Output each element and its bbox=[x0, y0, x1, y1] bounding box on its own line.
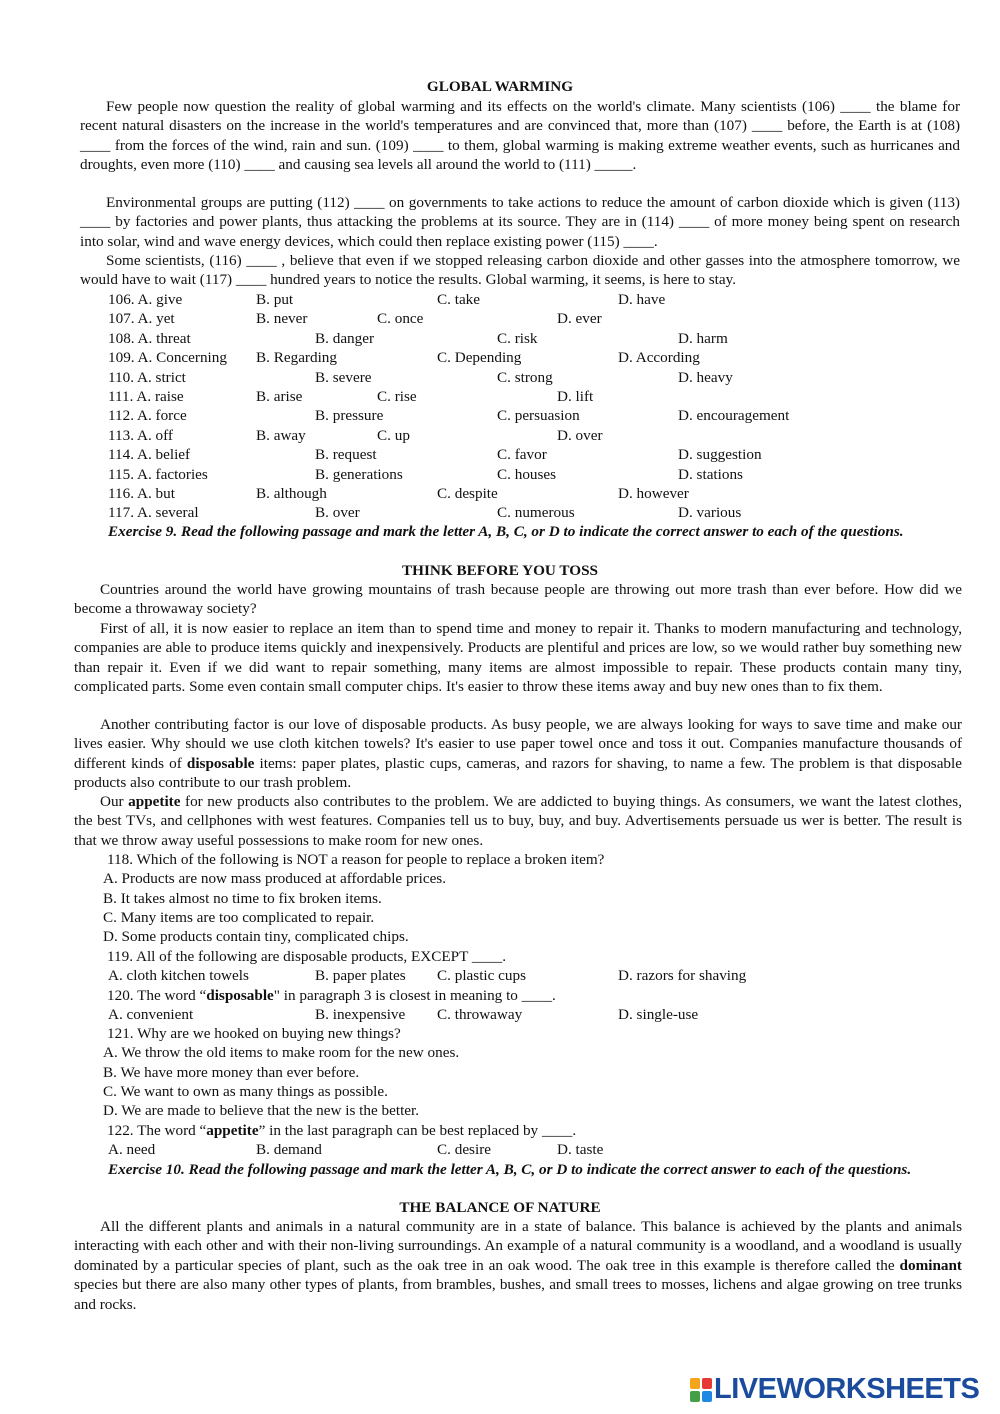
question-119-option-c[interactable]: C. plastic cups bbox=[437, 967, 527, 984]
exercise-9-paragraph-2: First of all, it is now easier to replace an item than to spend time and money to repair it. Thanks to modern manufacturing and technology, companies are able to produce items quickly and inexpensively. Products are plentiful and prices are low, so we would rather buy something new than repair it. Even if we did want to repair something, many items are almost impossible to repair. These products contain many tiny, complicated parts. Some even contain small computer chips. It's easier to throw these items away and buy new ones than to fix them. bbox=[74, 620, 962, 696]
question-row-112 bbox=[0, 406, 1000, 425]
question-row-109 bbox=[0, 348, 1000, 367]
question-120-option-a[interactable]: A. convenient bbox=[108, 1006, 194, 1023]
question-116-option-c[interactable]: C. despite bbox=[437, 485, 498, 502]
global-warming-paragraph-3: Some scientists, (116) ____ , believe that even if we stopped releasing carbon dioxide and other gasses into the atmosphere tomorrow, we would have to wait (117) ____ hundred years to notice the results. Global warming, it seems, is here to stay. bbox=[80, 252, 960, 289]
question-110-option-c[interactable]: C. strong bbox=[497, 368, 553, 386]
question-115-option-a[interactable]: 115. A. factories bbox=[108, 465, 208, 483]
logo-square-3 bbox=[690, 1391, 700, 1402]
logo-square-1 bbox=[690, 1378, 700, 1389]
question-112-option-a[interactable]: 112. A. force bbox=[108, 407, 187, 425]
exercise-9-title: THINK BEFORE YOU TOSS bbox=[402, 562, 598, 579]
question-122-option-c[interactable]: C. desire bbox=[437, 1141, 491, 1158]
exercise-10-title: THE BALANCE OF NATURE bbox=[399, 1199, 601, 1216]
question-117-option-c[interactable]: C. numerous bbox=[497, 504, 575, 522]
question-106-option-a[interactable]: 106. A. give bbox=[108, 291, 183, 308]
question-111-option-d[interactable]: D. lift bbox=[557, 388, 594, 405]
question-106-option-b[interactable]: B. put bbox=[256, 291, 294, 308]
question-120-option-b[interactable]: B. inexpensive bbox=[315, 1006, 406, 1023]
question-row-114 bbox=[0, 445, 1000, 464]
question-117-option-b[interactable]: B. over bbox=[315, 504, 360, 522]
question-116-option-d[interactable]: D. however bbox=[618, 485, 689, 502]
question-122: 122. The word “appetite” in the last paragraph can be best replaced by ____. bbox=[107, 1122, 577, 1139]
exercise-9-paragraph-3: Another contributing factor is our love of disposable products. As busy people, we are always looking for ways to save time and make our lives easier. Why should we use cloth kitchen towels? It's easier to use paper towel once and toss it out. Companies manufacture thousands of different kinds of disposable items: paper plates, plastic cups, cameras, and razors for shaving, to name a few. The problem is that disposable products also contribute to our trash problem. bbox=[74, 716, 962, 792]
question-107-option-a[interactable]: 107. A. yet bbox=[108, 310, 175, 328]
question-107-option-d[interactable]: D. ever bbox=[557, 310, 602, 328]
global-warming-title: GLOBAL WARMING bbox=[426, 78, 574, 95]
question-122-option-d[interactable]: D. taste bbox=[557, 1141, 604, 1158]
question-107-option-c[interactable]: C. once bbox=[377, 310, 424, 328]
question-111-option-c[interactable]: C. rise bbox=[377, 388, 417, 405]
question-119-option-b[interactable]: B. paper plates bbox=[315, 967, 406, 984]
question-121: 121. Why are we hooked on buying new things? bbox=[107, 1025, 401, 1042]
keyword-disposable: disposable bbox=[186, 754, 255, 772]
question-119: 119. All of the following are disposable products, EXCEPT ____. bbox=[107, 948, 507, 965]
question-108-option-d[interactable]: D. harm bbox=[678, 329, 728, 347]
question-row-116 bbox=[0, 484, 1000, 503]
question-110-option-d[interactable]: D. heavy bbox=[678, 368, 733, 386]
question-122-options bbox=[0, 1140, 1000, 1159]
exercise-10-instruction: Exercise 10. Read the following passage and mark the letter A, B, C, or D to indicate the correct answer to each of the questions. bbox=[108, 1161, 912, 1178]
question-118: 118. Which of the following is NOT a reason for people to replace a broken item? bbox=[107, 851, 605, 868]
question-115-option-c[interactable]: C. houses bbox=[497, 465, 557, 483]
question-119-option-a[interactable]: A. cloth kitchen towels bbox=[108, 967, 249, 984]
question-121-option-d[interactable]: D. We are made to believe that the new is the better. bbox=[103, 1102, 420, 1119]
keyword-dominant: dominant bbox=[899, 1256, 962, 1274]
question-109-option-b[interactable]: B. Regarding bbox=[256, 349, 337, 367]
question-row-107 bbox=[0, 309, 1000, 328]
logo-square-4 bbox=[702, 1391, 712, 1402]
question-row-110 bbox=[0, 368, 1000, 387]
question-121-option-c[interactable]: C. We want to own as many things as possible. bbox=[103, 1083, 388, 1100]
question-109-option-a[interactable]: 109. A. Concerning bbox=[108, 349, 227, 367]
question-115-option-d[interactable]: D. stations bbox=[678, 465, 743, 483]
question-114-option-c[interactable]: C. favor bbox=[497, 446, 547, 464]
question-121-option-b[interactable]: B. We have more money than ever before. bbox=[103, 1064, 360, 1081]
liveworksheets-logo[interactable] bbox=[690, 1373, 980, 1406]
question-106-option-d[interactable]: D. have bbox=[618, 291, 666, 308]
question-119-option-d[interactable]: D. razors for shaving bbox=[618, 967, 747, 984]
question-114-option-a[interactable]: 114. A. belief bbox=[108, 446, 191, 464]
question-114-option-b[interactable]: B. request bbox=[315, 446, 377, 464]
question-118-option-b[interactable]: B. It takes almost no time to fix broken items. bbox=[103, 890, 382, 907]
question-111-option-b[interactable]: B. arise bbox=[256, 388, 303, 405]
question-116-option-b[interactable]: B. although bbox=[256, 485, 327, 502]
question-108-option-c[interactable]: C. risk bbox=[497, 329, 538, 347]
question-118-option-d[interactable]: D. Some products contain tiny, complicated chips. bbox=[103, 928, 409, 945]
question-row-106 bbox=[0, 290, 1000, 309]
liveworksheets-brand: LIVEWORKSHEETS bbox=[714, 1373, 980, 1406]
question-110-option-b[interactable]: B. severe bbox=[315, 368, 372, 386]
question-114-option-d[interactable]: D. suggestion bbox=[678, 446, 762, 464]
question-116-option-a[interactable]: 116. A. but bbox=[108, 485, 175, 502]
question-113-option-c[interactable]: C. up bbox=[377, 426, 410, 444]
question-121-option-a[interactable]: A. We throw the old items to make room for the new ones. bbox=[103, 1044, 460, 1061]
keyword-appetite: appetite bbox=[128, 793, 181, 810]
question-112-option-d[interactable]: D. encouragement bbox=[678, 407, 790, 425]
question-106-option-c[interactable]: C. take bbox=[437, 291, 481, 308]
question-107-option-b[interactable]: B. never bbox=[256, 310, 308, 328]
question-109-option-d[interactable]: D. According bbox=[618, 349, 700, 367]
logo-square-2 bbox=[702, 1378, 712, 1389]
question-115-option-b[interactable]: B. generations bbox=[315, 465, 403, 483]
question-113-option-b[interactable]: B. away bbox=[256, 426, 306, 444]
question-118-option-c[interactable]: C. Many items are too complicated to repair. bbox=[103, 909, 375, 926]
question-108-option-a[interactable]: 108. A. threat bbox=[108, 329, 191, 347]
question-row-117 bbox=[0, 503, 1000, 522]
question-109-option-c[interactable]: C. Depending bbox=[437, 349, 522, 367]
question-108-option-b[interactable]: B. danger bbox=[315, 329, 375, 347]
question-120: 120. The word “disposable" in paragraph 3 is closest in meaning to ____. bbox=[107, 987, 556, 1004]
question-row-113 bbox=[0, 426, 1000, 445]
question-row-111 bbox=[0, 387, 1000, 406]
question-118-option-a[interactable]: A. Products are now mass produced at affordable prices. bbox=[103, 870, 447, 887]
question-120-option-d[interactable]: D. single-use bbox=[618, 1006, 699, 1023]
question-117-option-d[interactable]: D. various bbox=[678, 504, 742, 522]
question-122-option-b[interactable]: B. demand bbox=[256, 1141, 322, 1158]
liveworksheets-logo-icon bbox=[690, 1378, 712, 1402]
question-row-108 bbox=[0, 329, 1000, 348]
question-120-options bbox=[0, 1005, 1000, 1024]
question-119-options bbox=[0, 966, 1000, 985]
question-111-option-a[interactable]: 111. A. raise bbox=[108, 388, 184, 405]
question-117-option-a[interactable]: 117. A. several bbox=[108, 504, 199, 522]
exercise-9-paragraph-1: Countries around the world have growing mountains of trash because people are throwing out more trash than ever before. How did we become a throwaway society? bbox=[74, 581, 962, 618]
exercise-9-paragraph-4: Our appetite for new products also contributes to the problem. We are addicted to buying things. As consumers, we want the latest clothes, the best TVs, and cellphones with west features. Companies tell us to buy, buy, and buy. Advertisements persuade us wer is better. The result is that we throw away useful possessions to make room for new ones. bbox=[74, 793, 962, 849]
question-113-option-d[interactable]: D. over bbox=[557, 426, 603, 444]
question-112-option-c[interactable]: C. persuasion bbox=[497, 407, 580, 425]
question-row-115 bbox=[0, 465, 1000, 484]
question-112-option-b[interactable]: B. pressure bbox=[315, 407, 384, 425]
exercise-10-paragraph-1: All the different plants and animals in a natural community are in a state of balance. This balance is achieved by the plants and animals interacting with each other and with their non-living surroundings. An example of a natural community is a woodland, and a woodland is usually dominated by a particular species of plant, such as the oak tree in an oak wood. The oak tree in this example is therefore called the dominant species but there are also many other types of plants, from brambles, bushes, and small trees to mosses, lichens and algae growing on tree trunks and rocks. bbox=[74, 1218, 962, 1313]
global-warming-paragraph-2: Environmental groups are putting (112) ____ on governments to take actions to reduce the amount of carbon dioxide which is given (113) ____ by factories and power plants, thus attacking the problems at its source. They are in (114) ____ of more money being spent on research into solar, wind and wave energy devices, which could then replace existing power (115) ____. bbox=[80, 194, 960, 250]
global-warming-paragraph-1: Few people now question the reality of global warming and its effects on the world's climate. Many scientists (106) ____ the blame for recent natural disasters on the increase in the world's temperatures and are convinced that, more than (107) ____ before, the Earth is at (108) ____ from the forces of the wind, rain and sun. (109) ____ to them, global warming is making extreme weather events, such as hurricanes and droughts, even more (110) ____ and causing sea levels all around the world to (111) _____. bbox=[80, 98, 960, 174]
exercise-9-instruction: Exercise 9. Read the following passage and mark the letter A, B, C, or D to indicate the correct answer to each of the questions. bbox=[108, 523, 904, 540]
question-122-option-a[interactable]: A. need bbox=[108, 1141, 156, 1158]
question-110-option-a[interactable]: 110. A. strict bbox=[108, 368, 186, 386]
question-120-option-c[interactable]: C. throwaway bbox=[437, 1006, 523, 1023]
question-113-option-a[interactable]: 113. A. off bbox=[108, 426, 173, 444]
